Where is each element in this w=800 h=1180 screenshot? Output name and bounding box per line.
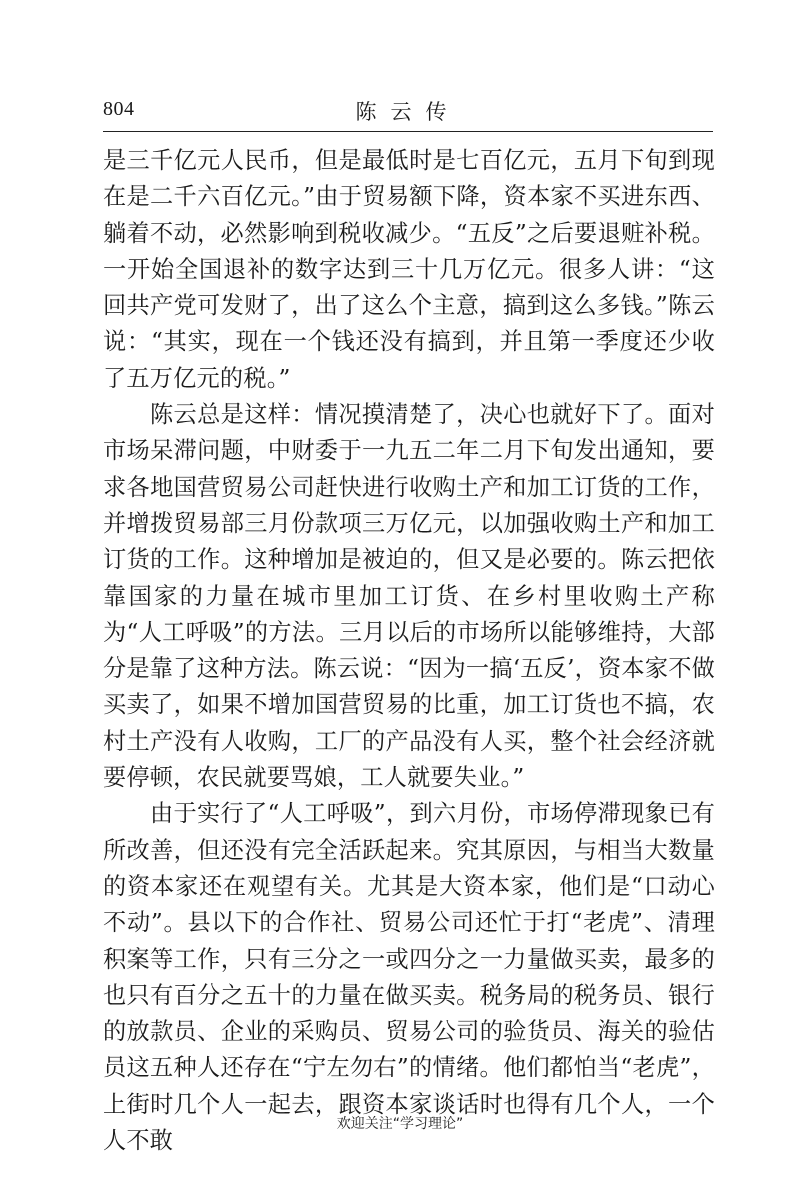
- page-number: 804: [103, 98, 135, 120]
- footer-note: 欢迎关注“学习理论”: [336, 1116, 464, 1132]
- page-header: [103, 92, 713, 132]
- running-title: 陈云传: [355, 100, 461, 124]
- paragraph: 陈云总是这样：情况摸清楚了，决心也就好下了。面对市场呆滞问题，中财委于一九五二年二月下旬发出通知，要求各地国营贸易公司赶快进行收购土产和加工订货的工作，并增拨贸易部三月份款项三万亿元，以加强收购土产和加工订货的工作。这种增加是被迫的，但又是必要的。陈云把依靠国家的力量在城市里加工订货、在乡村里收购土产称为“人工呼吸”的方法。三月以后的市场所以能够维持，大部分是靠了这种方法。陈云说：“因为一搞‘五反’，资本家不做买卖了，如果不增加国营贸易的比重，加工订货也不搞，农村土产没有人收购，工厂的产品没有人买，整个社会经济就要停顿，农民就要骂娘，工人就要失业。”: [103, 401, 715, 792]
- header-rule: [103, 131, 713, 132]
- paragraph-continued: 是三千亿元人民币，但是最低时是七百亿元，五月下旬到现在是二千六百亿元。”由于贸易额下降，资本家不买进东西、躺着不动，必然影响到税收减少。“五反”之后要退赃补税。一开始全国退补的数字达到三十几万亿元。很多人讲：“这回共产党可发财了，出了这么个主意，搞到这么多钱。”陈云说：“其实，现在一个钱还没有搞到，并且第一季度还少收了五万亿元的税。”: [103, 147, 715, 392]
- paragraph: 由于实行了“人工呼吸”，到六月份，市场停滞现象已有所改善，但还没有完全活跃起来。究其原因，与相当大数量的资本家还在观望有关。尤其是大资本家，他们是“口动心不动”。县以下的合作社、贸易公司还忙于打“老虎”、清理积案等工作，只有三分之一或四分之一力量做买卖，最多的也只有百分之五十的力量在做买卖。税务局的税务员、银行的放款员、企业的采购员、贸易公司的验货员、海关的验估员这五种人还存在“宁左勿右”的情绪。他们都怕当“老虎”，上街时几个人一起去，跟资本家谈话时也得有几个人，一个人不敢: [103, 800, 715, 1155]
- body-text: [103, 143, 715, 1159]
